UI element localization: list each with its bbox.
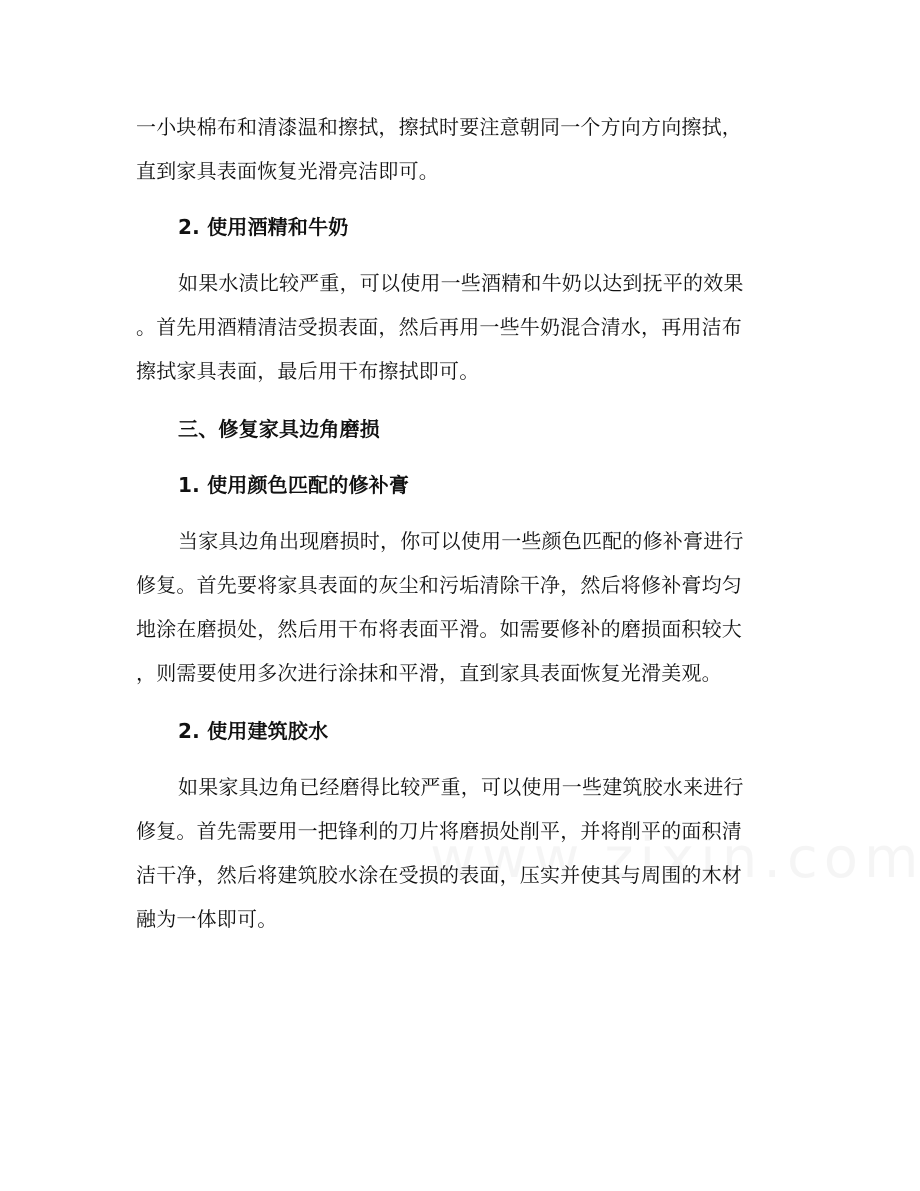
paragraph-line: ，则需要使用多次进行涂抹和平滑，直到家具表面恢复光滑美观。: [136, 661, 722, 685]
paragraph-line: 擦拭家具表面，最后用干布擦拭即可。: [136, 359, 480, 383]
paragraph-line: 。首先用酒精清洁受损表面，然后再用一些牛奶混合清水，再用洁布: [136, 315, 742, 339]
paragraph-line: 融为一体即可。: [136, 907, 278, 931]
paragraph-line: 地涂在磨损处，然后用干布将表面平滑。如需要修补的磨损面积较大: [136, 617, 742, 641]
paragraph-line: 修复。首先需要用一把锋利的刀片将磨损处削平，并将削平的面积清: [136, 819, 742, 843]
paragraph-line: 如果家具边角已经磨得比较严重，可以使用一些建筑胶水来进行: [178, 775, 744, 799]
subheading: 2. 使用建筑胶水: [178, 719, 329, 743]
paragraph-line: 直到家具表面恢复光滑亮洁即可。: [136, 159, 439, 183]
paragraph-line: 修复。首先要将家具表面的灰尘和污垢清除干净，然后将修补膏均匀: [136, 573, 742, 597]
paragraph-line: 当家具边角出现磨损时，你可以使用一些颜色匹配的修补膏进行: [178, 529, 744, 553]
subheading: 2. 使用酒精和牛奶: [178, 215, 349, 239]
paragraph-line: 如果水渍比较严重，可以使用一些酒精和牛奶以达到抚平的效果: [178, 271, 744, 295]
paragraph-line: 一小块棉布和清漆温和擦拭，擦拭时要注意朝同一个方向方向擦拭，: [136, 115, 742, 139]
subheading: 1. 使用颜色匹配的修补膏: [178, 473, 410, 497]
section-heading: 三、修复家具边角磨损: [178, 417, 380, 441]
paragraph-line: 洁干净，然后将建筑胶水涂在受损的表面，压实并使其与周围的木材: [136, 863, 742, 887]
